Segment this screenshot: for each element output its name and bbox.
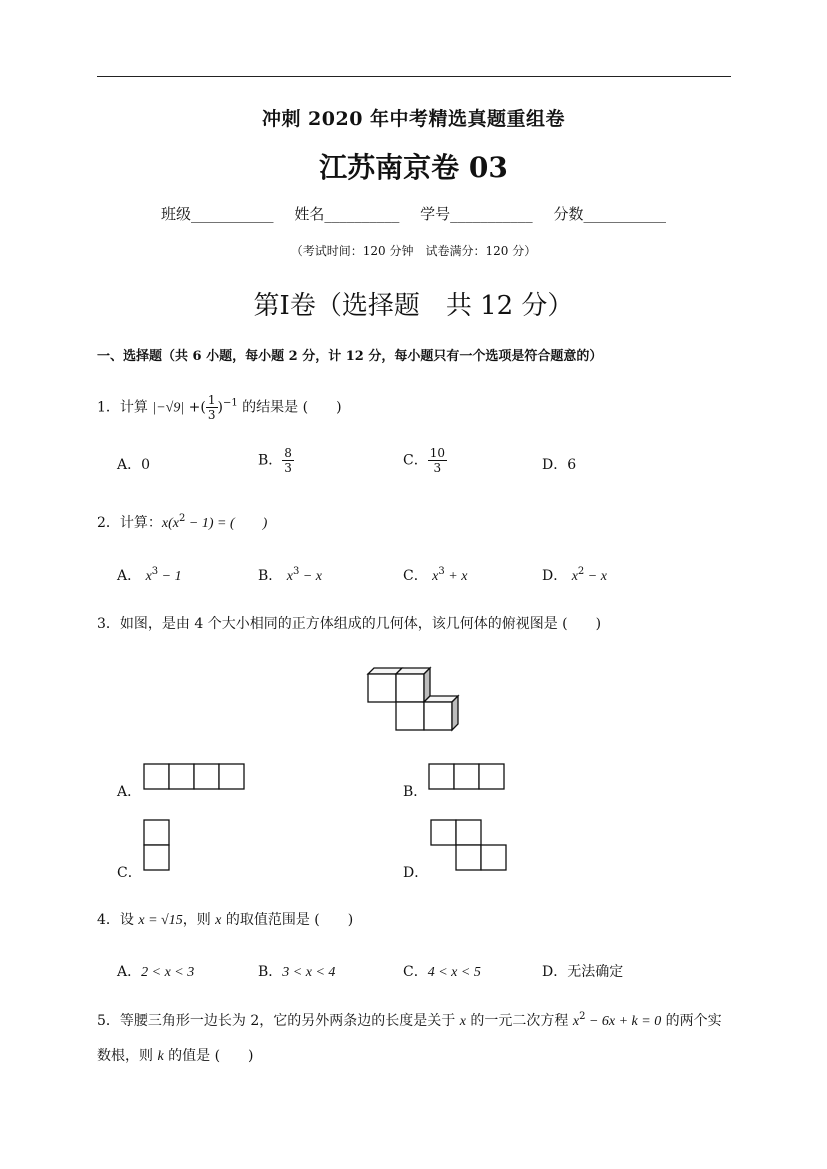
grid-square — [429, 764, 454, 789]
q5-mid: 的一元二次方程 — [465, 1013, 573, 1029]
cube-figure — [360, 664, 470, 744]
option-fraction — [428, 446, 447, 475]
question-3: 3．如图，是由 4 个大小相同的正方体组成的几何体，该几何体的俯视图是 ( ) — [97, 616, 602, 632]
option-rest: − x — [299, 569, 323, 584]
q4-option-a[interactable] — [117, 961, 194, 981]
q1-option-a[interactable] — [117, 454, 150, 474]
exam-note: （考试时间：120 分钟 试卷满分：120 分） — [290, 244, 537, 258]
q3-option-d[interactable]: D． — [403, 865, 429, 881]
q1-exp: −1 — [222, 397, 238, 409]
class-field: 班级___________ — [161, 205, 274, 223]
q3-option-c[interactable]: C． — [117, 865, 142, 881]
option-rest: + x — [444, 569, 468, 584]
q1-option-d[interactable] — [542, 454, 576, 474]
q2-option-a[interactable] — [117, 565, 182, 585]
q4-var: x — [215, 913, 222, 928]
q3-option-a-figure[interactable] — [143, 763, 247, 791]
q4-option-c[interactable] — [403, 961, 481, 981]
q1-plus: +( — [188, 399, 206, 416]
q1-option-c[interactable] — [403, 446, 447, 475]
option-base: x — [145, 569, 152, 584]
question-4 — [97, 909, 353, 929]
q1-number: 1．计算 — [97, 399, 148, 416]
option-exp: 2 — [577, 566, 585, 577]
q2-option-c[interactable] — [403, 565, 467, 585]
option-value: 0 — [141, 457, 151, 473]
q2-option-b[interactable] — [258, 565, 322, 585]
option-label: C． — [403, 964, 428, 980]
cube-front-face — [424, 702, 452, 730]
grid-square — [456, 845, 481, 870]
option-value: 6 — [567, 457, 577, 473]
q4-expr: x = √15 — [138, 913, 183, 928]
option-rest: − 1 — [158, 569, 182, 584]
q2-expr-x: x(x — [161, 516, 180, 531]
q4-tail: 的取值范围是 ( ) — [221, 912, 354, 928]
frac-den: 3 — [284, 461, 292, 475]
grid-square — [219, 764, 244, 789]
q5-line2-pre: 数根，则 — [97, 1048, 158, 1064]
question-1 — [97, 393, 342, 422]
q3-option-c-figure[interactable] — [143, 819, 171, 873]
option-base: x — [432, 569, 439, 584]
option-exp: 3 — [438, 566, 445, 577]
option-label: C． — [403, 452, 428, 469]
q1-frac-num: 1 — [207, 393, 216, 407]
q5-line2-tail: 的值是 ( ) — [163, 1048, 254, 1064]
q4-option-d[interactable] — [542, 961, 623, 981]
cube-front-face — [396, 674, 424, 702]
score-field: 分数___________ — [553, 205, 666, 223]
option-label: D． — [542, 964, 568, 980]
option-label: D． — [542, 457, 568, 473]
option-value: 2 < x < 3 — [141, 965, 195, 980]
student-info-row — [0, 203, 827, 224]
q5-eq-exp: 2 — [579, 1011, 586, 1022]
q1-frac-den: 3 — [207, 408, 216, 422]
option-exp: 3 — [292, 566, 300, 577]
part-title: 第Ⅰ卷（选择题 共 12 分） — [253, 291, 574, 321]
q2-expr-rest: − 1) = ( ) — [185, 516, 268, 531]
option-exp: 3 — [151, 566, 159, 577]
option-rest: − x — [584, 569, 607, 584]
option-base: x — [286, 569, 293, 584]
option-label: A． — [117, 457, 142, 473]
option-label: C． — [403, 568, 428, 584]
student-id-field: 学号___________ — [420, 205, 533, 223]
q5-eq-rest: − 6x + k = 0 — [585, 1014, 662, 1029]
q5-var-x: x — [459, 1014, 466, 1029]
frac-num: 8 — [284, 446, 292, 460]
option-label: D． — [542, 568, 568, 584]
grid-square — [144, 764, 169, 789]
q1-option-b[interactable] — [258, 446, 294, 475]
option-label: A． — [117, 568, 142, 584]
option-fraction — [282, 446, 294, 475]
q2-option-d[interactable] — [542, 565, 607, 585]
grid-square — [144, 845, 169, 870]
q5-var-k: k — [157, 1049, 164, 1064]
q5-eq-base: x — [572, 1014, 580, 1029]
grid-square — [454, 764, 479, 789]
header-rule — [97, 76, 731, 77]
q5-tail: 的两个实 — [661, 1013, 722, 1029]
q3-option-d-figure[interactable] — [430, 819, 510, 873]
q4-option-b[interactable] — [258, 961, 335, 981]
cube-front-face — [396, 702, 424, 730]
option-base: x — [571, 569, 578, 584]
option-value: 3 < x < 4 — [282, 965, 336, 980]
option-label: B． — [258, 452, 283, 469]
q2-expr-exp: 2 — [179, 513, 186, 524]
q2-number: 2．计算： — [97, 515, 162, 531]
q3-option-b-figure[interactable] — [428, 763, 508, 791]
q3-option-a[interactable]: A． — [117, 784, 142, 800]
grid-square — [479, 764, 504, 789]
q1-close: ) — [217, 399, 223, 416]
question-2 — [97, 512, 267, 532]
q1-abs: |−√9| — [152, 400, 185, 416]
option-value: 无法确定 — [567, 964, 624, 980]
cube-front-face — [368, 674, 396, 702]
option-label: A． — [117, 964, 142, 980]
q1-fraction — [206, 393, 218, 422]
q5-pre: 5．等腰三角形一边长为 2，它的另外两条边的长度是关于 — [97, 1013, 460, 1029]
question-5-line-1 — [97, 1010, 722, 1030]
grid-square — [194, 764, 219, 789]
q1-tail: 的结果是 ( ) — [242, 399, 342, 416]
option-label: B． — [258, 964, 283, 980]
q4-pre: 4．设 — [97, 912, 139, 928]
option-label: B． — [258, 568, 283, 584]
section-heading: 一、选择题（共 6 小题，每小题 2 分，计 12 分，每小题只有一个选项是符合题意的） — [97, 349, 603, 364]
q4-mid: ，则 — [182, 912, 216, 928]
exam-subtitle: 冲刺 2020 年中考精选真题重组卷 — [261, 108, 566, 130]
frac-num: 10 — [429, 446, 445, 460]
cube-side-face — [452, 696, 458, 730]
exam-title: 江苏南京卷 03 — [319, 151, 508, 184]
grid-square — [431, 820, 456, 845]
q3-option-b[interactable]: B． — [403, 784, 428, 800]
frac-den: 3 — [433, 461, 442, 475]
name-field: 姓名__________ — [294, 205, 400, 223]
grid-square — [144, 820, 169, 845]
grid-square — [456, 820, 481, 845]
grid-square — [481, 845, 506, 870]
grid-square — [169, 764, 194, 789]
question-5-line-2 — [97, 1045, 254, 1065]
option-value: 4 < x < 5 — [427, 965, 481, 980]
